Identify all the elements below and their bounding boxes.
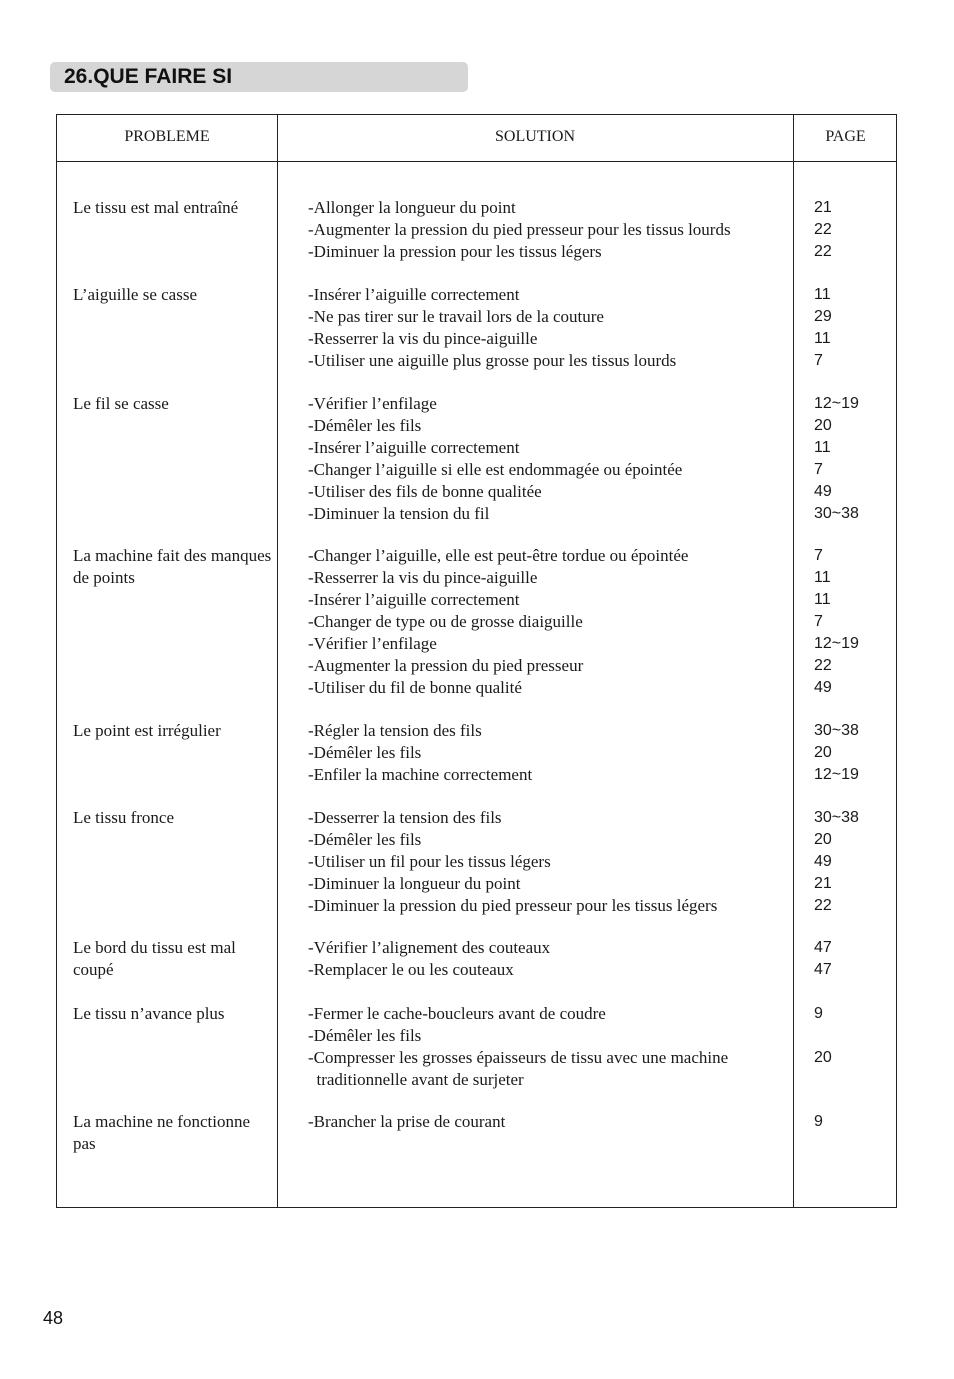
solution-line: -Remplacer le ou les couteaux [308,960,514,979]
solution-line: -Compresser les grosses épaisseurs de tissu avec une machine [308,1048,729,1067]
solution-cell [308,1111,788,1133]
page-cell [814,1003,894,1091]
solution-line: -Resserrer la vis du pince-aiguille [308,329,538,348]
page-ref: 7 [814,547,823,564]
page-cell [814,284,894,372]
solution-line: -Augmenter la pression du pied presseur pour les tissus lourds [308,220,731,239]
page-ref: 12~19 [814,395,859,412]
page-ref: 49 [814,679,832,696]
solution-cell [308,284,788,372]
solution-line: -Insérer l’aiguille correctement [308,438,520,457]
solution-line: -Démêler les fils [308,743,422,762]
page-ref: 47 [814,939,832,956]
page-ref: 22 [814,243,832,260]
page-ref: 30~38 [814,809,859,826]
page-ref: 21 [814,199,832,216]
solution-cell [308,545,788,699]
page-ref: 22 [814,657,832,674]
solution-line: -Utiliser du fil de bonne qualité [308,678,522,697]
page-ref: 11 [814,286,831,303]
solution-line: -Utiliser une aiguille plus grosse pour les tissus lourds [308,351,677,370]
page-ref: 7 [814,613,823,630]
column-header-solution: SOLUTION [495,128,575,145]
page-cell [814,197,894,263]
solution-line: -Démêler les fils [308,1026,422,1045]
solution-line: -Diminuer la pression pour les tissus légers [308,242,602,261]
solution-line: -Changer de type ou de grosse diaiguille [308,612,583,631]
page-ref: 47 [814,961,832,978]
solution-cell [308,937,788,981]
page-ref: 11 [814,439,831,456]
solution-cell [308,197,788,263]
page-ref: 7 [814,352,823,369]
solution-line: -Enfiler la machine correctement [308,765,533,784]
section-title: 26.QUE FAIRE SI [50,62,468,92]
page-ref: 11 [814,591,831,608]
problem-cell: Le fil se casse [73,394,169,413]
column-header-page: PAGE [825,128,866,145]
solution-line: -Démêler les fils [308,416,422,435]
page-cell [814,545,894,699]
problem-cell: Le tissu est mal entraîné [73,198,239,217]
column-divider [277,115,278,1207]
page-ref: 9 [814,1113,823,1130]
page-cell [814,807,894,917]
problem-cell: Le tissu n’avance plus [73,1004,225,1023]
solution-cell [308,1003,788,1091]
page-ref: 30~38 [814,722,859,739]
solution-line: -Utiliser des fils de bonne qualitée [308,482,542,501]
solution-line: -Diminuer la longueur du point [308,874,521,893]
page-cell [814,937,894,981]
page-ref: 20 [814,1049,832,1066]
page-ref: 11 [814,330,831,347]
page-ref: 12~19 [814,635,859,652]
page-cell [814,1111,894,1133]
page-ref: 20 [814,417,832,434]
problem-cell: Le bord du tissu est mal coupé [73,938,236,979]
solution-line: -Utiliser un fil pour les tissus légers [308,852,551,871]
solution-line: traditionnelle avant de surjeter [308,1070,524,1089]
solution-line: -Augmenter la pression du pied presseur [308,656,584,675]
solution-line: -Resserrer la vis du pince-aiguille [308,568,538,587]
header-divider [57,161,896,162]
column-header-probleme: PROBLEME [124,128,210,145]
solution-cell [308,393,788,525]
solution-line: -Vérifier l’enfilage [308,394,437,413]
problem-cell: La machine ne fonctionne pas [73,1112,251,1153]
solution-line: -Insérer l’aiguille correctement [308,285,520,304]
column-divider [793,115,794,1207]
solution-cell [308,720,788,786]
solution-line: -Changer l’aiguille si elle est endommagée ou épointée [308,460,683,479]
page-ref: 20 [814,744,832,761]
solution-line: -Régler la tension des fils [308,721,482,740]
solution-line: -Ne pas tirer sur le travail lors de la couture [308,307,604,326]
solution-line: -Fermer le cache-boucleurs avant de coudre [308,1004,606,1023]
solution-line: -Diminuer la pression du pied presseur pour les tissus légers [308,896,718,915]
page-cell [814,393,894,525]
problem-cell: Le point est irrégulier [73,721,221,740]
page-ref: 9 [814,1005,823,1022]
solution-line: -Desserrer la tension des fils [308,808,502,827]
page-ref: 7 [814,461,823,478]
problem-cell: L’aiguille se casse [73,285,197,304]
solution-line: -Vérifier l’enfilage [308,634,437,653]
solution-line: -Vérifier l’alignement des couteaux [308,938,551,957]
solution-line: -Changer l’aiguille, elle est peut-être tordue ou épointée [308,546,689,565]
page-ref: 21 [814,875,832,892]
solution-line: -Brancher la prise de courant [308,1112,506,1131]
solution-line: -Allonger la longueur du point [308,198,516,217]
page-ref [814,1025,894,1047]
page-ref: 11 [814,569,831,586]
page-ref: 29 [814,308,832,325]
page-ref: 22 [814,221,832,238]
problem-cell: La machine fait des manques de points [73,546,272,587]
page-cell [814,720,894,786]
page-ref [814,1069,894,1091]
page-ref: 49 [814,853,832,870]
page-number: 48 [43,1308,64,1328]
solution-line: -Insérer l’aiguille correctement [308,590,520,609]
problem-cell: Le tissu fronce [73,808,175,827]
solution-cell [308,807,788,917]
troubleshooting-table [56,114,897,1208]
page-ref: 12~19 [814,766,859,783]
page-ref: 22 [814,897,832,914]
page-ref: 20 [814,831,832,848]
solution-line: -Diminuer la tension du fil [308,504,490,523]
solution-line: -Démêler les fils [308,830,422,849]
page-ref: 30~38 [814,505,859,522]
page-ref: 49 [814,483,832,500]
